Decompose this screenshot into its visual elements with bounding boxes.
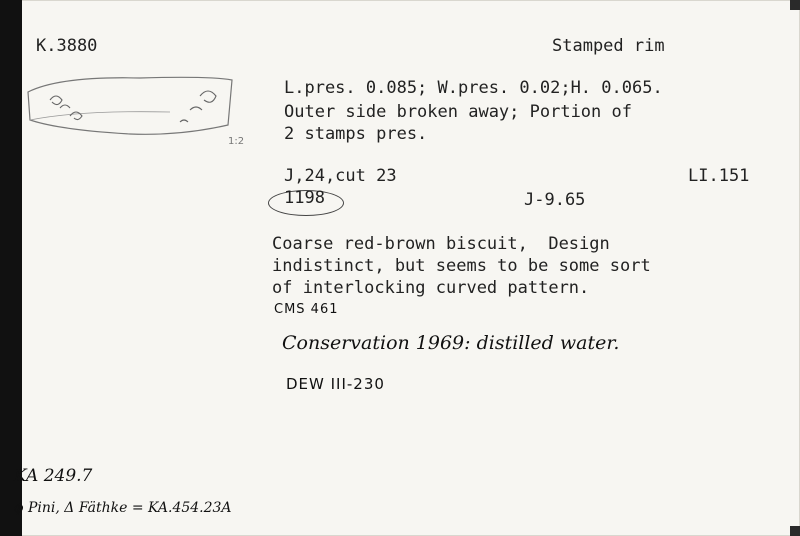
scan-corner-bottom-left [0,518,18,536]
excavation-location: J,24,cut 23 [284,166,397,186]
find-number: 1198 [284,188,325,208]
fabric-line-2: indistinct, but seems to be some sort [272,256,651,276]
scan-corner-bottom-right [790,526,800,536]
scale-note: 1:2 [228,136,245,147]
scan-edge-left [0,0,22,536]
card-title: Stamped rim [552,36,665,56]
ka-number: KA 249.7 [14,466,93,486]
photo-drawing-note: ϕ Pini, Δ Fäthke = KA.454.23A [14,500,232,516]
scan-corner-top-right [790,0,800,10]
measurements-line: L.pres. 0.085; W.pres. 0.02;H. 0.065. [284,78,663,98]
dew-reference: DEW III-230 [286,375,385,393]
fabric-line-3: of interlocking curved pattern. [272,278,590,298]
lot-reference: LI.151 [688,166,750,186]
description-line-2: 2 stamps pres. [284,124,428,144]
catalog-number: K.3880 [36,36,98,56]
fabric-line-1: Coarse red-brown biscuit, Design [272,234,610,254]
description-line-1: Outer side broken away; Portion of [284,102,632,122]
conservation-note: Conservation 1969: distilled water. [282,332,620,354]
find-date: J-9.65 [524,190,586,210]
cms-reference: CMS 461 [274,302,339,317]
